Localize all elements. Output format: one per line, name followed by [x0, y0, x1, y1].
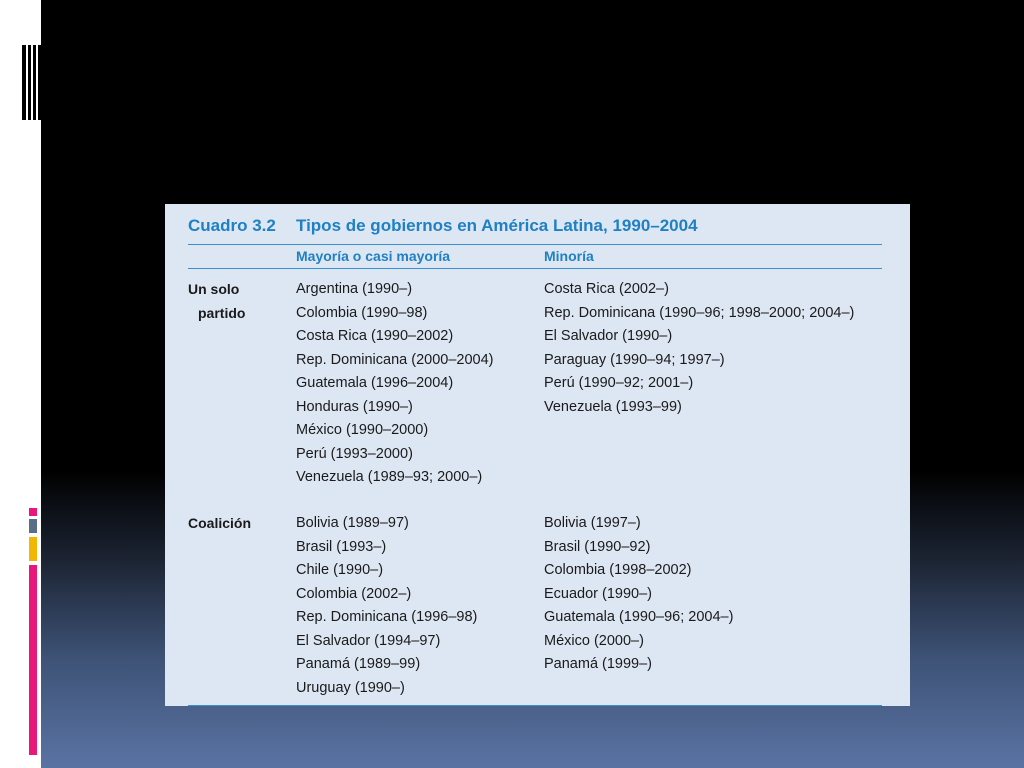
list-item: Colombia (1998–2002) [544, 562, 692, 578]
single-party-majority-list [296, 278, 494, 490]
list-item: Rep. Dominicana (2000–2004) [296, 351, 494, 368]
list-item: Colombia (2002–) [296, 585, 412, 602]
list-item: Bolivia (1997–) [544, 515, 641, 531]
list-item: Paraguay (1990–94; 1997–) [544, 351, 725, 368]
list-item: Argentina (1990–) [296, 281, 413, 297]
list-item: Rep. Dominicana (1990–96; 1998–2000; 2004–) [544, 304, 855, 321]
column-header-minority: Minoría [544, 248, 594, 264]
row-label-coalition [188, 512, 251, 536]
list-item: Perú (1990–92; 2001–) [544, 375, 694, 391]
row-label-line: partido [198, 304, 246, 321]
list-item: México (1990–2000) [296, 422, 429, 438]
accent-bar-magenta [29, 508, 37, 516]
list-item: Ecuador (1990–) [544, 585, 653, 602]
list-item: Brasil (1993–) [296, 538, 387, 555]
list-item: Guatemala (1996–2004) [296, 375, 454, 391]
list-item: El Salvador (1994–97) [296, 632, 441, 649]
column-header-majority: Mayoría o casi mayoría [296, 248, 451, 264]
accent-bar-slate [29, 519, 37, 533]
list-item: Perú (1993–2000) [296, 445, 413, 462]
list-item: Venezuela (1989–93; 2000–) [296, 469, 483, 485]
table-number: Cuadro 3.2 [188, 216, 276, 235]
coalition-minority-list [544, 512, 733, 677]
list-item: Costa Rica (1990–2002) [296, 328, 454, 344]
list-item: Panamá (1999–) [544, 656, 653, 672]
table-bottom-rule [188, 705, 882, 706]
list-item: Costa Rica (2002–) [544, 281, 669, 297]
list-item: Colombia (1990–98) [296, 304, 428, 321]
list-item: México (2000–) [544, 632, 644, 649]
list-item: Honduras (1990–) [296, 398, 413, 415]
coalition-majority-list [296, 512, 477, 700]
slide-left-strip [0, 0, 41, 768]
row-label-line: Un solo [188, 281, 240, 297]
table-title: Tipos de gobiernos en América Latina, 1990–2004 [296, 216, 698, 235]
list-item: Uruguay (1990–) [296, 679, 405, 696]
header-top-rule [188, 244, 882, 245]
list-item: El Salvador (1990–) [544, 328, 673, 344]
list-item: Brasil (1990–92) [544, 538, 651, 555]
list-item: Venezuela (1993–99) [544, 398, 682, 415]
list-item: Panamá (1989–99) [296, 656, 421, 672]
list-item: Guatemala (1990–96; 2004–) [544, 609, 734, 625]
list-item: Bolivia (1989–97) [296, 515, 409, 531]
single-party-minority-list [544, 278, 854, 419]
row-label-single-party [188, 278, 245, 325]
header-bottom-rule [188, 268, 882, 269]
table-caption [188, 216, 698, 236]
list-item: Rep. Dominicana (1996–98) [296, 609, 478, 625]
theme-logo-icon [22, 45, 42, 120]
accent-bar-yellow [29, 537, 37, 561]
row-label-line: Coalición [188, 515, 252, 531]
government-types-table [165, 204, 910, 706]
list-item: Chile (1990–) [296, 562, 384, 578]
accent-bar-magenta-long [29, 565, 37, 755]
